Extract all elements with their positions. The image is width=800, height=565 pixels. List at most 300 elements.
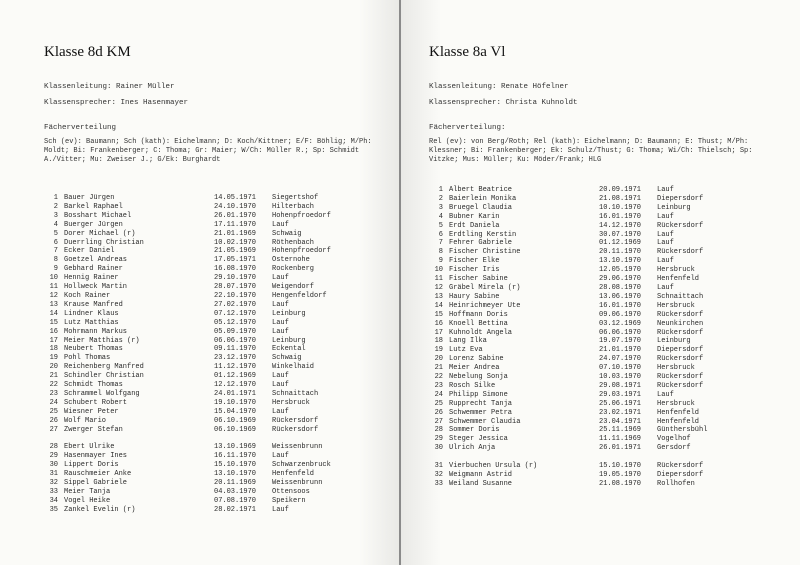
table-row [44,488,362,497]
table-row [44,408,362,417]
home-town: Diepersdorf [657,194,704,203]
student-number: 16 [434,319,443,328]
birth-date: 20.11.1969 [214,479,257,488]
birth-date: 05.09.1970 [214,327,257,336]
table-row [429,480,747,489]
student-number: 5 [438,221,443,230]
student-name: Schmidt Thomas [64,381,123,390]
home-town: Rückersdorf [657,328,704,337]
student-number: 33 [49,488,58,496]
table-row [429,373,747,382]
table-row [429,186,747,195]
subjects-text: Sch (ev): Baumann; Sch (kath): Eichelmann; D: Koch/Kittner; E/F: Böhlig; M/Ph: Moldt; Bi: Frankenberger; C: Thoma; Gr: Maier; W/Ch: Müller R.; Sp: Schmidt A./Vitter; Mu: Zweiser J.; G/Ek: Burghardt [44,138,376,164]
student-name: Mohrmann Markus [64,327,128,336]
student-number: 9 [53,265,58,274]
home-town: Siegertshof [272,194,319,202]
birth-date: 28.08.1970 [599,283,642,292]
student-number: 20 [49,363,58,372]
student-name: Zwerger Stefan [64,425,123,434]
home-town: Lauf [657,239,674,248]
birth-date: 15.10.1970 [599,462,642,471]
class-teacher: Klassenleitung: Rainer Müller [44,83,175,91]
student-name: Ecker Daniel [64,247,115,256]
student-number: 27 [434,417,443,426]
birth-date: 24.01.1971 [214,389,257,398]
student-number: 4 [438,212,443,221]
student-name: Weigmann Astrid [449,471,513,480]
student-name: Meier Matthias (r) [64,336,140,345]
birth-date: 17.05.1971 [214,256,257,265]
home-town: Rückersdorf [657,310,704,319]
table-row [44,239,362,248]
student-name: Albert Beatrice [449,186,513,194]
birth-date: 13.10.1970 [214,470,257,479]
student-name: Lindner Klaus [64,309,119,318]
student-number: 20 [434,355,443,364]
home-town: Henfenfeld [657,408,700,417]
student-name: Vierbuchen Ursula (r) [449,462,538,471]
birth-date: 29.08.1971 [599,381,642,390]
table-row [429,471,747,480]
table-row [429,346,747,355]
student-number: 15 [49,318,58,327]
class-teacher: Klassenleitung: Renate Höfelner [429,83,569,91]
birth-date: 29.03.1971 [599,390,642,399]
birth-date: 07.10.1970 [599,364,642,373]
student-number: 9 [438,257,443,266]
home-town: Rückersdorf [657,462,704,471]
home-town: Schnaittach [272,389,319,398]
table-row [44,399,362,408]
table-row [44,230,362,239]
birth-date: 07.08.1970 [214,496,257,505]
table-row [429,444,747,453]
birth-date: 29.06.1970 [599,275,642,284]
home-town: Rollhofen [657,480,695,488]
home-town: Hohenpfroedorf [272,247,331,256]
birth-date: 24.10.1970 [214,202,257,211]
student-name: Fischer Sabine [449,275,508,284]
table-row [44,390,362,399]
subjects-heading: Fächerverteilung: [429,124,506,132]
student-number: 2 [53,202,58,211]
home-town: Rückersdorf [657,373,704,382]
home-town: Neunkirchen [657,319,704,328]
birth-date: 26.01.1970 [214,211,257,220]
table-row [429,329,747,338]
home-town: Leinburg [657,203,691,212]
table-row [44,497,362,506]
student-name: Philipp Simone [449,390,508,399]
home-town: Hilterbach [272,202,315,211]
birth-date: 24.07.1970 [599,355,642,364]
birth-date: 10.10.1970 [599,203,642,212]
student-name: Dorer Michael (r) [64,229,136,238]
table-row [44,301,362,310]
student-number: 13 [49,300,58,309]
student-number: 6 [53,238,58,247]
student-number: 26 [434,408,443,417]
home-town: Diepersdorf [657,346,704,355]
student-number: 19 [434,346,443,355]
table-row [44,221,362,230]
student-name: Fischer Iris [449,266,500,275]
student-name: Lang Ilka [449,337,487,346]
table-row [429,302,747,311]
table-row [44,274,362,283]
home-town: Hersbruck [657,266,695,275]
student-number: 15 [434,310,443,319]
birth-date: 05.12.1970 [214,318,257,327]
birth-date: 22.10.1970 [214,291,257,300]
birth-date: 23.04.1971 [599,417,642,426]
birth-date: 06.10.1969 [214,425,257,434]
birth-date: 16.11.1970 [214,452,257,461]
birth-date: 30.07.1970 [599,230,642,239]
table-row [44,354,362,363]
home-town: Hohenpfroedorf [272,211,331,220]
birth-date: 17.11.1970 [214,220,257,229]
birth-date: 12.12.1970 [214,381,257,390]
student-number: 23 [434,381,443,390]
table-row [429,293,747,302]
home-town: Henfenfeld [657,275,700,284]
student-name: Haury Sabine [449,292,500,301]
birth-date: 12.05.1970 [599,266,642,275]
home-town: Schwaig [272,354,302,363]
home-town: Leinburg [657,337,691,346]
home-town: Hersbruck [272,398,310,407]
birth-date: 21.05.1969 [214,247,257,256]
home-town: Lauf [657,283,674,292]
birth-date: 16.01.1970 [599,212,642,221]
table-row [44,470,362,479]
student-number: 19 [49,354,58,363]
table-row [44,426,362,435]
student-number: 29 [434,435,443,444]
table-row [429,195,747,204]
student-name: Steger Jessica [449,435,508,444]
page-title: Klasse 8a Vl [429,44,506,60]
table-row [429,435,747,444]
student-number: 24 [49,398,58,407]
birth-date: 14.12.1970 [599,221,642,230]
birth-date: 06.10.1969 [214,416,257,425]
table-row [44,452,362,461]
student-name: Ulrich Anja [449,444,496,453]
home-town: Lauf [272,407,289,416]
birth-date: 13.10.1969 [214,443,257,452]
birth-date: 25.06.1971 [599,399,642,408]
student-number: 6 [438,230,443,239]
student-name: Bosshart Michael [64,211,132,220]
home-town: Weissenbrunn [272,443,323,452]
birth-date: 11.11.1969 [599,435,642,444]
student-number: 31 [49,470,58,479]
birth-date: 01.12.1969 [214,372,257,381]
student-name: Bruegel Claudia [449,203,513,212]
birth-date: 20.11.1970 [599,248,642,257]
student-number: 5 [53,229,58,238]
student-name: Hasenmayer Ines [64,452,128,461]
student-name: Baierlein Monika [449,194,517,203]
student-number: 22 [434,373,443,382]
home-town: Weissenbrunn [272,479,323,488]
home-town: Lauf [657,212,674,221]
table-row [429,311,747,320]
student-name: Goetzel Andreas [64,256,128,265]
table-row [44,506,362,515]
student-name: Erdt Daniela [449,221,500,230]
student-name: Meier Tanja [64,488,111,496]
table-row [44,345,362,354]
table-row [44,337,362,346]
table-row [429,231,747,240]
student-name: Gebhard Rainer [64,265,123,274]
home-town: Lauf [657,257,674,266]
table-row [44,479,362,488]
student-name: Vogel Heike [64,496,111,505]
home-town: Eckental [272,345,306,354]
table-row [44,256,362,265]
home-town: Günthersbühl [657,426,708,435]
student-name: Kuhnoldt Angela [449,328,513,337]
home-town: Hengenfeldorf [272,291,327,300]
student-number: 30 [49,461,58,470]
home-town: Gersdorf [657,444,691,453]
birth-date: 19.05.1970 [599,471,642,480]
table-row [429,426,747,435]
table-row [44,292,362,301]
table-row [429,248,747,257]
home-town: Lauf [657,390,674,399]
table-row [44,283,362,292]
table-row [44,381,362,390]
table-row [429,355,747,364]
student-number: 35 [49,505,58,514]
student-table [44,194,362,515]
birth-date: 07.12.1970 [214,309,257,318]
student-name: Wolf Mario [64,416,107,425]
student-number: 22 [49,381,58,390]
home-town: Vogelhof [657,435,691,444]
student-name: Schrammel Wolfgang [64,389,140,398]
student-number: 3 [438,203,443,212]
student-number: 3 [53,211,58,220]
class-speaker: Klassensprecher: Christa Kuhnoldt [429,99,578,107]
student-number: 30 [434,444,443,453]
group-spacer [44,434,362,443]
student-name: Schubert Robert [64,398,128,407]
home-town: Winkelhaid [272,363,315,372]
birth-date: 26.01.1971 [599,444,642,453]
student-number: 28 [49,443,58,452]
student-name: Weiland Susanne [449,480,513,488]
home-town: Lauf [272,300,289,309]
student-name: Krause Manfred [64,300,123,309]
birth-date: 09.06.1970 [599,310,642,319]
student-number: 8 [53,256,58,265]
birth-date: 10.02.1970 [214,238,257,247]
birth-date: 27.02.1970 [214,300,257,309]
group-spacer [429,453,747,462]
student-name: Koch Rainer [64,291,111,300]
table-row [429,400,747,409]
student-name: Fehrer Gabriele [449,239,513,248]
table-row [44,310,362,319]
student-name: Neubert Thomas [64,345,123,354]
student-name: Sommer Doris [449,426,500,435]
table-row [44,212,362,221]
home-town: Hersbruck [657,364,695,373]
student-number: 7 [53,247,58,256]
student-name: Duerrling Christian [64,238,144,247]
birth-date: 06.06.1970 [214,336,257,345]
student-name: Lutz Eva [449,346,483,355]
birth-date: 15.04.1970 [214,407,257,416]
table-row [429,337,747,346]
birth-date: 04.03.1970 [214,488,257,496]
birth-date: 16.08.1970 [214,265,257,274]
home-town: Osternohe [272,256,310,265]
birth-date: 25.11.1969 [599,426,642,435]
student-name: Hoffmann Doris [449,310,508,319]
student-name: Heinrichmeyer Ute [449,301,521,310]
birth-date: 06.06.1970 [599,328,642,337]
student-number: 17 [49,336,58,345]
home-town: Lauf [272,505,289,514]
birth-date: 11.12.1970 [214,363,257,372]
student-name: Rupprecht Tanja [449,399,513,408]
student-name: Hennig Rainer [64,274,119,283]
home-town: Rockenberg [272,265,315,274]
student-number: 25 [434,399,443,408]
birth-date: 23.12.1970 [214,354,257,363]
class-speaker: Klassensprecher: Ines Hasenmayer [44,99,189,107]
student-name: Schwemmer Petra [449,408,513,417]
home-town: Rückersdorf [657,248,704,257]
student-number: 23 [49,389,58,398]
birth-date: 19.07.1970 [599,337,642,346]
birth-date: 10.03.1970 [599,373,642,382]
home-town: Leinburg [272,336,306,345]
student-name: Pohl Thomas [64,354,111,363]
birth-date: 21.08.1970 [599,480,642,488]
home-town: Röthenbach [272,238,315,247]
student-number: 12 [434,283,443,292]
student-name: Sippel Gabriele [64,479,128,488]
student-name: Schwemmer Claudia [449,417,521,426]
student-number: 2 [438,194,443,203]
home-town: Lauf [272,327,289,336]
student-number: 18 [434,337,443,346]
student-number: 16 [49,327,58,336]
table-row [429,222,747,231]
home-town: Rückersdorf [657,355,704,364]
home-town: Rückersdorf [272,416,319,425]
birth-date: 13.10.1970 [599,257,642,266]
home-town: Speikern [272,496,306,505]
home-town: Schnaittach [657,292,704,301]
table-row [429,320,747,329]
table-row [44,443,362,452]
home-town: Leinburg [272,309,306,318]
student-name: Fischer Christine [449,248,521,257]
student-name: Rosch Silke [449,381,496,390]
right-page [401,0,800,565]
birth-date: 21.08.1971 [599,194,642,203]
student-number: 33 [434,480,443,488]
table-row [44,194,362,203]
student-name: Lorenz Sabine [449,355,504,364]
birth-date: 21.01.1970 [599,346,642,355]
home-town: Schwaig [272,229,302,238]
student-number: 1 [438,186,443,194]
student-name: Lippert Doris [64,461,119,470]
birth-date: 19.10.1970 [214,398,257,407]
student-name: Knoell Bettina [449,319,508,328]
student-name: Zankel Evelin (r) [64,505,136,514]
student-number: 34 [49,496,58,505]
birth-date: 14.05.1971 [214,194,257,202]
home-town: Diepersdorf [657,471,704,480]
table-row [44,319,362,328]
student-name: Nebelung Sonja [449,373,508,382]
table-row [429,364,747,373]
birth-date: 16.01.1970 [599,301,642,310]
table-row [429,266,747,275]
birth-date: 23.02.1971 [599,408,642,417]
birth-date: 01.12.1969 [599,239,642,248]
student-number: 12 [49,291,58,300]
student-number: 1 [53,194,58,202]
table-row [429,382,747,391]
table-row [429,239,747,248]
home-town: Henfenfeld [272,470,315,479]
table-row [429,257,747,266]
birth-date: 29.10.1970 [214,274,257,283]
student-name: Fischer Elke [449,257,500,266]
home-town: Weigendorf [272,283,315,292]
home-town: Henfenfeld [657,417,700,426]
student-number: 4 [53,220,58,229]
page-title: Klasse 8d KM [44,44,131,60]
student-number: 27 [49,425,58,434]
home-town: Lauf [272,274,289,283]
birth-date: 15.10.1970 [214,461,257,470]
student-number: 10 [434,266,443,275]
student-name: Lutz Matthias [64,318,119,327]
student-number: 24 [434,390,443,399]
home-town: Lauf [272,381,289,390]
student-number: 21 [49,372,58,381]
home-town: Rückersdorf [272,425,319,434]
table-row [429,275,747,284]
student-number: 14 [49,309,58,318]
student-number: 17 [434,328,443,337]
student-name: Wiesner Peter [64,407,119,416]
student-number: 8 [438,248,443,257]
subjects-heading: Fächerverteilung [44,124,117,132]
table-row [429,418,747,427]
student-number: 7 [438,239,443,248]
table-row [44,417,362,426]
student-name: Barkel Raphael [64,202,123,211]
birth-date: 21.01.1969 [214,229,257,238]
student-number: 21 [434,364,443,373]
birth-date: 09.11.1970 [214,345,257,354]
table-row [44,247,362,256]
